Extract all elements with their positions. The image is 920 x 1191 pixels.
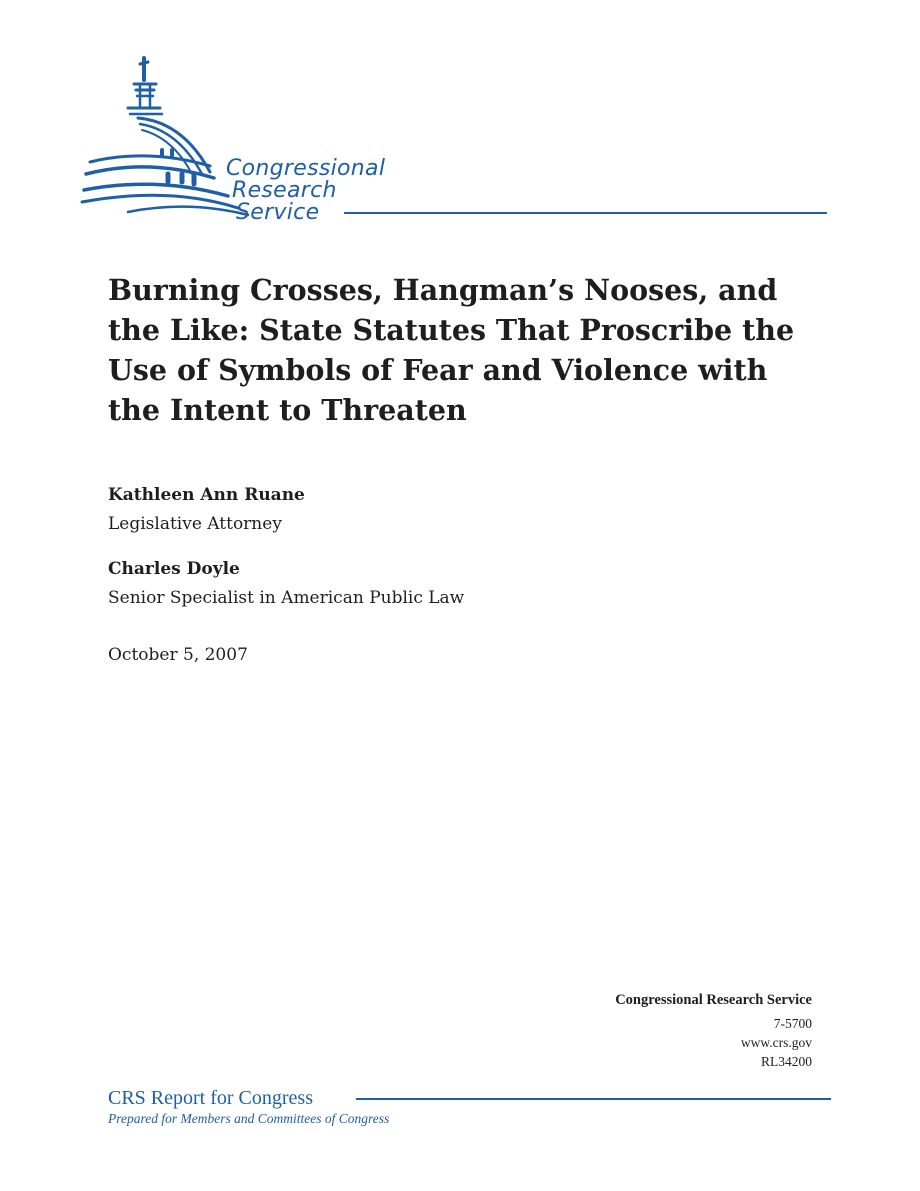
info-website: www.crs.gov bbox=[740, 1035, 812, 1050]
logo-wordmark-congressional: Congressional bbox=[226, 156, 386, 181]
logo-wordmark-service: Service bbox=[236, 200, 320, 225]
report-info-block bbox=[615, 990, 812, 1071]
report-title: Burning Crosses, Hangman’s Nooses, and the Like: State Statutes That Proscribe the Use of Symbols of Fear and Violence with the Intent to Threaten bbox=[108, 273, 795, 427]
footer-subtitle: Prepared for Members and Committees of Congress bbox=[108, 1111, 390, 1126]
info-report-number: RL34200 bbox=[760, 1054, 812, 1069]
author-role: Senior Specialist in American Public Law bbox=[108, 588, 465, 608]
logo-wordmark-research: Research bbox=[232, 178, 337, 203]
logo-rule bbox=[344, 212, 827, 214]
info-phone: 7-5700 bbox=[773, 1016, 812, 1031]
author-role: Legislative Attorney bbox=[108, 514, 282, 534]
author-name: Kathleen Ann Ruane bbox=[108, 485, 305, 505]
footer-title: CRS Report for Congress bbox=[108, 1087, 313, 1109]
author-name: Charles Doyle bbox=[108, 559, 240, 579]
report-date: October 5, 2007 bbox=[108, 645, 248, 665]
footer-rule bbox=[356, 1098, 831, 1100]
info-organization: Congressional Research Service bbox=[615, 992, 812, 1008]
